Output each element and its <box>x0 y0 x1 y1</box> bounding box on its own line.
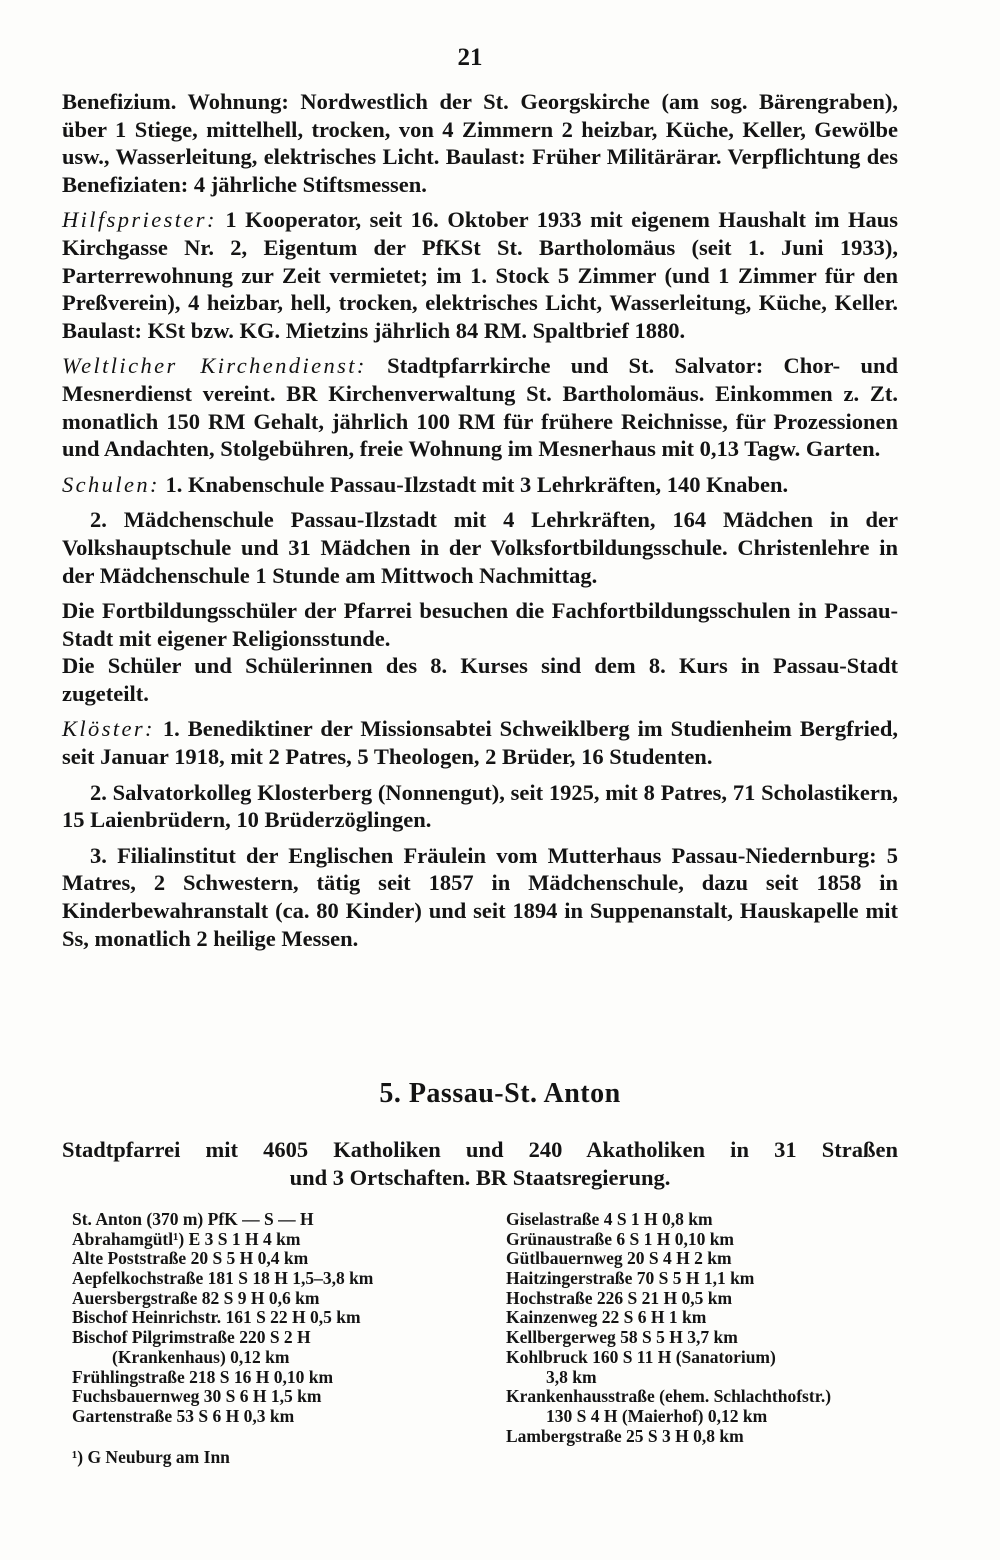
directory-entry: Hochstraße 226 S 21 H 0,5 km <box>506 1287 733 1308</box>
directory-entry: Kainzenweg 22 S 6 H 1 km <box>506 1307 707 1328</box>
directory-entry-continuation: 130 S 4 H (Maierhof) 0,12 km <box>546 1405 768 1426</box>
section-heading: 5. Passau-St. Anton <box>379 1078 621 1109</box>
directory-entry: Fuchsbauernweg 30 S 6 H 1,5 km <box>72 1386 322 1407</box>
kloester-label: Klöster: <box>62 716 155 742</box>
footnote: ¹) G Neuburg am Inn <box>72 1447 230 1467</box>
directory-entry: Bischof Pilgrimstraße 220 S 2 H <box>72 1327 311 1348</box>
directory-entry: Krankenhausstraße (ehem. Schlachthofstr.) <box>506 1386 832 1407</box>
directory-entry-continuation: 3,8 km <box>546 1366 597 1387</box>
section-intro-line-2: und 3 Ortschaften. BR Staatsregierung. <box>289 1165 671 1190</box>
benefizium-paragraph: Benefizium. Wohnung: Nordwestlich der St. Georgskirche (am sog. Bärengraben), über 1 Stiege, mittelhell, trocken, von 4 Zimmern 2 heizbar, Küche, Keller, Gewölbe usw., Wasserleitung, elektrisches Licht. Baulast: Früher Militärärar. Verpflichtung des Benefiziaten: 4 jährliche Stiftsmessen. <box>62 89 898 197</box>
directory-entry: Haitzingerstraße 70 S 5 H 1,1 km <box>506 1268 755 1289</box>
kirchendienst-label: Weltlicher Kirchendienst: <box>62 353 367 379</box>
directory-left-column <box>72 1210 492 1427</box>
directory-right-column <box>506 1210 926 1446</box>
directory-entry: Bischof Heinrichstr. 161 S 22 H 0,5 km <box>72 1307 361 1328</box>
directory-entry: Aepfelkochstraße 181 S 18 H 1,5–3,8 km <box>72 1268 374 1289</box>
directory-entry: Giselastraße 4 S 1 H 0,8 km <box>506 1209 713 1229</box>
hilfspriester-text: 1 Kooperator, seit 16. Oktober 1933 mit eigenem Haushalt im Haus Kirchgasse Nr. 2, Eigentum der PfKSt St. Bartholomäus (seit 1. Juni 1933), Parterrewohnung zur Zeit vermietet; im 1. Stock 5 Zimmer (und 1 Zimmer für den Preßverein), 4 heizbar, hell, trocken, elektrisches Licht, Wasserleitung, Küche, Keller. Baulast: KSt bzw. KG. Mietzins jährlich 84 RM. Spaltbrief 1880. <box>62 207 898 343</box>
kloester-item-3: 3. Filialinstitut der Englischen Fräulein vom Mutterhaus Passau-Niedernburg: 5 Matres, 2 Schwestern, tätig seit 1857 in Mädchenschule, dazu seit 1858 in Kinderbewahranstalt (ca. 80 Kinder) und seit 1894 in Suppenanstalt, Hauskapelle mit Ss, monatlich 2 heilige Messen. <box>62 842 898 951</box>
kloester-item-1-text: 1. Benediktiner der Missionsabtei Schweiklberg im Studienheim Bergfried, seit Januar 1918, mit 2 Patres, 5 Theologen, 2 Brüder, 16 Studenten. <box>62 716 898 770</box>
schulen-item-2: 2. Mädchenschule Passau-Ilzstadt mit 4 Lehrkräften, 164 Mädchen in der Volkshauptschule und 31 Mädchen in der Volksfortbildungsschule. Christenlehre in der Mädchenschule 1 Stunde am Mittwoch Nachmittag. <box>62 507 898 588</box>
directory-entry: Alte Poststraße 20 S 5 H 0,4 km <box>72 1248 309 1269</box>
directory-entry: Gütlbauernweg 20 S 4 H 2 km <box>506 1248 732 1269</box>
directory-entry: Auersbergstraße 82 S 9 H 0,6 km <box>72 1287 320 1308</box>
section-intro <box>62 1136 898 1192</box>
kirchendienst-paragraph <box>62 352 898 462</box>
directory-entry: Grünaustraße 6 S 1 H 0,10 km <box>506 1228 735 1249</box>
directory-entry: Kellbergerweg 58 S 5 H 3,7 km <box>506 1327 738 1348</box>
schulen-label: Schulen: <box>62 471 160 497</box>
page-number: 21 <box>457 44 483 71</box>
directory-entry-continuation: (Krankenhaus) 0,12 km <box>112 1346 290 1367</box>
hilfspriester-paragraph <box>62 206 898 344</box>
directory-entry: Abrahamgütl¹) E 3 S 1 H 4 km <box>72 1228 301 1249</box>
kloester-item-1 <box>62 715 898 770</box>
kirchendienst-text: Stadtpfarrkirche und St. Salvator: Chor- und Mesnerdienst vereint. BR Kirchenverwaltung St. Bartholomäus. Einkommen z. Zt. monatlich 150 RM Gehalt, jährlich 100 RM für frühere Reichnisse, für Prozessionen und Andachten, Stolgebühren, freie Wohnung im Mesnerhaus mit 0,13 Tagw. Garten. <box>62 353 898 462</box>
directory-entry: Lambergstraße 25 S 3 H 0,8 km <box>506 1425 744 1446</box>
schulen-item-1-text: 1. Knabenschule Passau-Ilzstadt mit 3 Lehrkräften, 140 Knaben. <box>159 471 789 497</box>
directory-entry: St. Anton (370 m) PfK — S — H <box>72 1209 314 1229</box>
directory-entry: Frühlingstraße 218 S 16 H 0,10 km <box>72 1366 334 1387</box>
schulen-note-1: Die Fortbildungsschüler der Pfarrei besuchen die Fachfortbildungsschulen in Passau-Stadt mit eigener Religionsstunde. <box>62 598 898 651</box>
section-intro-line-1: Stadtpfarrei mit 4605 Katholiken und 240 Akatholiken in 31 Straßen <box>62 1137 898 1162</box>
schulen-item-1 <box>62 471 898 499</box>
body-text <box>62 88 898 960</box>
directory-entry: Kohlbruck 160 S 11 H (Sanatorium) <box>506 1346 776 1367</box>
kloester-item-2: 2. Salvatorkolleg Klosterberg (Nonnengut), seit 1925, mit 8 Patres, 71 Scholastikern, 15 Laienbrüdern, 10 Brüderzöglingen. <box>62 779 898 833</box>
schulen-note-2: Die Schüler und Schülerinnen des 8. Kurses sind dem 8. Kurs in Passau-Stadt zugeteilt. <box>62 653 898 706</box>
directory-entry: Gartenstraße 53 S 6 H 0,3 km <box>72 1405 295 1426</box>
hilfspriester-label: Hilfspriester: <box>62 207 217 233</box>
